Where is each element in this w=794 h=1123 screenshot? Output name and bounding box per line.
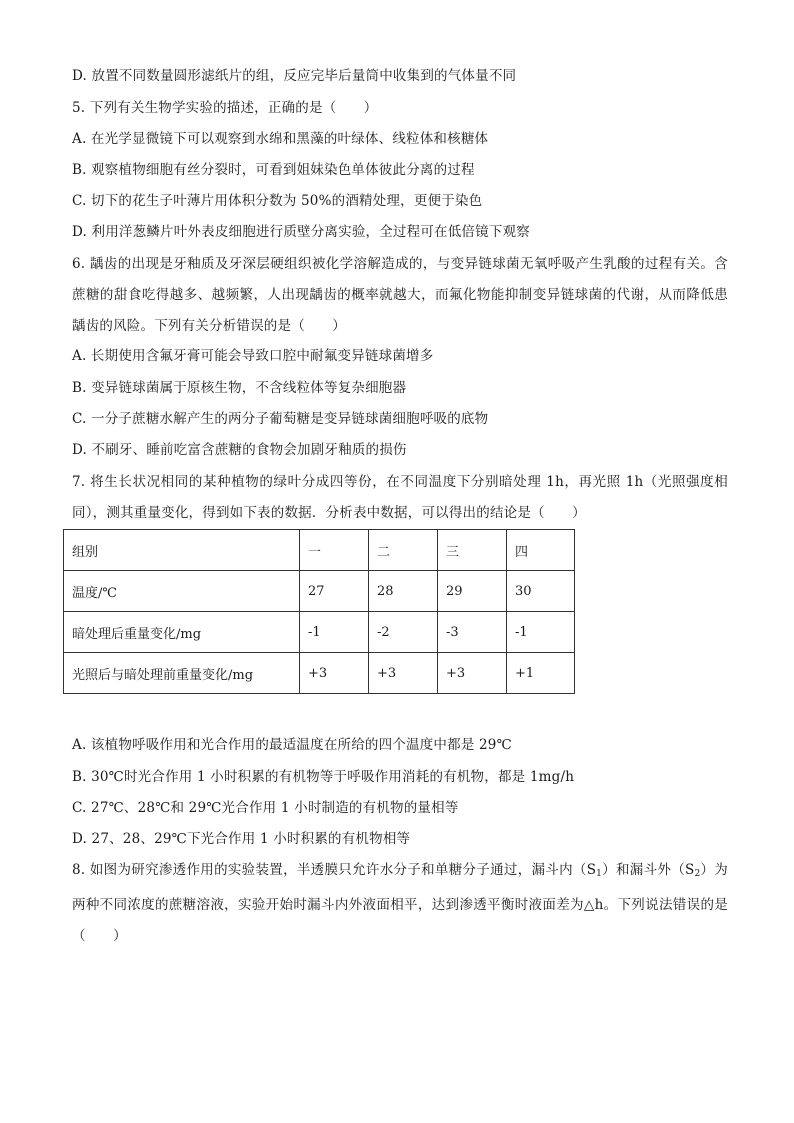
table-cell: 30: [507, 571, 575, 612]
subscript: 2: [694, 869, 701, 879]
table-cell: 温度/℃: [64, 571, 300, 612]
q8-stem-text: ）为两种不同浓度的蔗糖溶液，实验开始时漏斗内外液面相平，达到渗透平衡时液面差为△h。下列说法错误的是（ ）: [72, 862, 728, 944]
table-cell: -2: [369, 612, 438, 653]
table-cell: 28: [369, 571, 438, 612]
q5-option-d: D. 利用洋葱鳞片叶外表皮细胞进行质壁分离实验，全过程可在低倍镜下观察: [72, 224, 530, 240]
table-cell: 四: [507, 530, 575, 571]
q8-stem-text: 8. 如图为研究渗透作用的实验装置，半透膜只允许水分子和单糖分子通过，漏斗内（S: [72, 862, 597, 878]
q7-option-a: A. 该植物呼吸作用和光合作用的最适温度在所给的四个温度中都是 29℃: [72, 737, 512, 753]
q7-option-d: D. 27、28、29℃下光合作用 1 小时积累的有机物相等: [72, 831, 411, 847]
subscript: 1: [596, 869, 603, 879]
q8-stem-text: ）和漏斗外（S: [602, 862, 695, 878]
table-cell: +3: [438, 653, 507, 694]
table-cell: -1: [300, 612, 369, 653]
table-cell: 暗处理后重量变化/mg: [64, 612, 300, 653]
q5-option-b: B. 观察植物细胞有丝分裂时，可看到姐妹染色单体彼此分离的过程: [72, 162, 475, 178]
q5-option-c: C. 切下的花生子叶薄片用体积分数为 50%的酒精处理，更便于染色: [72, 193, 483, 209]
table-cell: 二: [369, 530, 438, 571]
q7-stem: 7. 将生长状况相同的某种植物的绿叶分成四等份，在不同温度下分别暗处理 1h，再光照 1h（光照强度相同），测其重量变化，得到如下表的数据．分析表中数据，可以得出的结论是（ ）: [72, 474, 728, 521]
q6-option-d: D. 不刷牙、睡前吃富含蔗糖的食物会加剧牙釉质的损伤: [72, 442, 407, 458]
table-cell: -1: [507, 612, 575, 653]
table-row: [64, 653, 575, 694]
table-row: [64, 571, 575, 612]
q6-option-a: A. 长期使用含氟牙膏可能会导致口腔中耐氟变异链球菌增多: [72, 348, 434, 364]
q5-option-a: A. 在光学显微镜下可以观察到水绵和黑藻的叶绿体、线粒体和核糖体: [72, 131, 489, 147]
table-cell: 光照后与暗处理前重量变化/mg: [64, 653, 300, 694]
table-cell: -3: [438, 612, 507, 653]
table-cell: 29: [438, 571, 507, 612]
table-cell: 三: [438, 530, 507, 571]
q7-option-c: C. 27℃、28℃和 29℃光合作用 1 小时制造的有机物的量相等: [72, 800, 459, 816]
q6-option-b: B. 变异链球菌属于原核生物，不含线粒体等复杂细胞器: [72, 380, 407, 396]
table-row: [64, 530, 575, 571]
table-cell: +3: [300, 653, 369, 694]
table-cell: +3: [369, 653, 438, 694]
table-cell: 组别: [64, 530, 300, 571]
q6-stem: 6. 龋齿的出现是牙釉质及牙深层硬组织被化学溶解造成的，与变异链球菌无氧呼吸产生乳酸的过程有关。含蔗糖的甜食吃得越多、越频繁，人出现龋齿的概率就越大，而氟化物能抑制变异链球菌的代谢，从而降低患龋齿的风险。下列有关分析错误的是（ ）: [72, 256, 728, 334]
q6-option-c: C. 一分子蔗糖水解产生的两分子葡萄糖是变异链球菌细胞呼吸的底物: [72, 411, 489, 427]
q4-option-d: D. 放置不同数量圆形滤纸片的组，反应完毕后量筒中收集到的气体量不同: [72, 68, 517, 84]
table-cell: +1: [507, 653, 575, 694]
table-cell: 一: [300, 530, 369, 571]
table-cell: 27: [300, 571, 369, 612]
table-row: [64, 612, 575, 653]
q7-data-table: [63, 529, 575, 694]
q8-stem: [72, 855, 728, 952]
q7-option-b: B. 30℃时光合作用 1 小时积累的有机物等于呼吸作用消耗的有机物，都是 1mg/h: [72, 769, 575, 785]
q5-stem: 5. 下列有关生物学实验的描述，正确的是（ ）: [72, 100, 378, 116]
